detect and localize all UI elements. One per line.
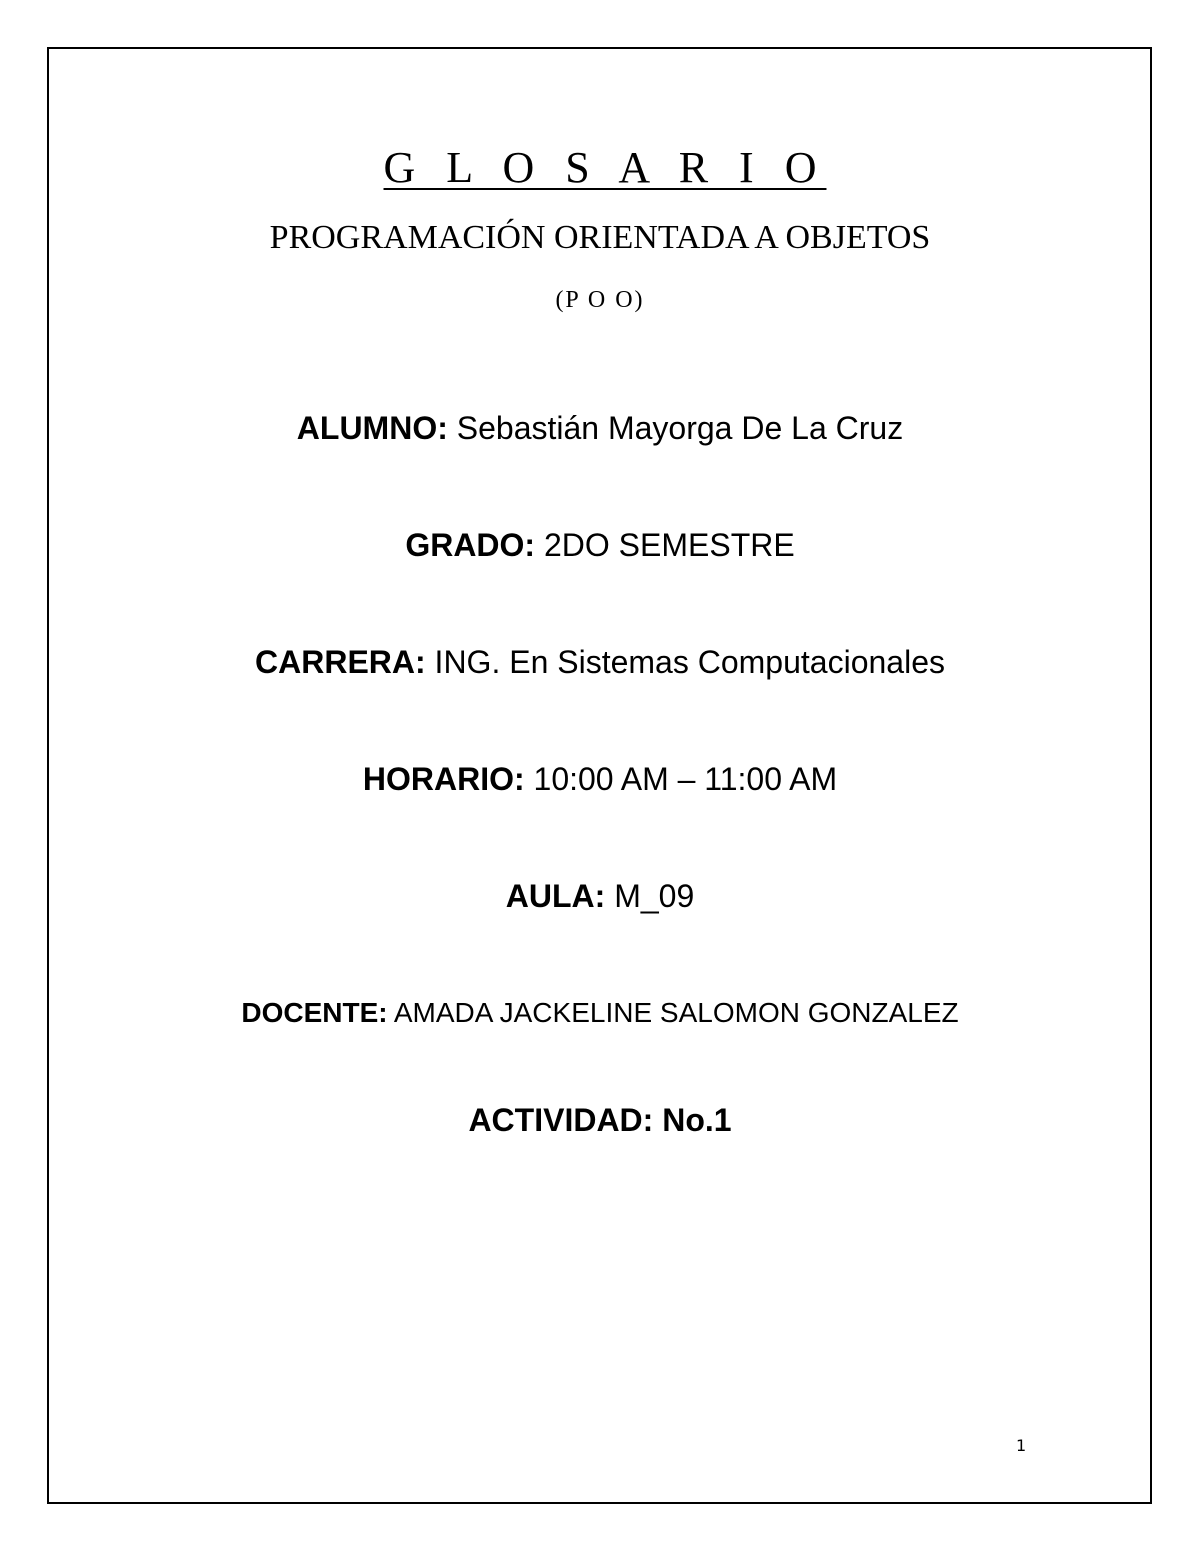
field-value: 10:00 AM – 11:00 AM <box>524 761 838 797</box>
page-number: 1 <box>1016 1436 1027 1455</box>
field-label: HORARIO: <box>362 761 525 797</box>
field-label: GRADO: <box>405 527 536 563</box>
field-horario <box>0 759 1200 799</box>
field-value: 2DO SEMESTRE <box>535 527 795 563</box>
field-aula <box>0 876 1200 916</box>
field-actividad <box>0 1100 1200 1140</box>
field-grado <box>0 525 1200 565</box>
field-docente <box>0 993 1200 1033</box>
field-value: Sebastián Mayorga De La Cruz <box>447 410 904 446</box>
field-label: CARRERA: <box>255 644 426 680</box>
field-value: M_09 <box>605 878 695 914</box>
field-value: AMADA JACKELINE SALOMON GONZALEZ <box>387 997 959 1028</box>
field-label: ACTIVIDAD: <box>468 1102 654 1138</box>
field-value: ING. En Sistemas Computacionales <box>425 644 945 680</box>
document-abbreviation: (P O O) <box>555 287 645 313</box>
document-subtitle: PROGRAMACIÓN ORIENTADA A OBJETOS <box>269 219 931 256</box>
field-value: No.1 <box>653 1102 732 1138</box>
document-title <box>0 140 1200 196</box>
field-carrera <box>0 642 1200 682</box>
field-alumno <box>0 408 1200 448</box>
document-title-text: G L O S A R I O <box>383 143 827 192</box>
field-label: ALUMNO: <box>296 410 448 446</box>
field-label: AULA: <box>505 878 606 914</box>
field-label: DOCENTE: <box>241 997 388 1028</box>
